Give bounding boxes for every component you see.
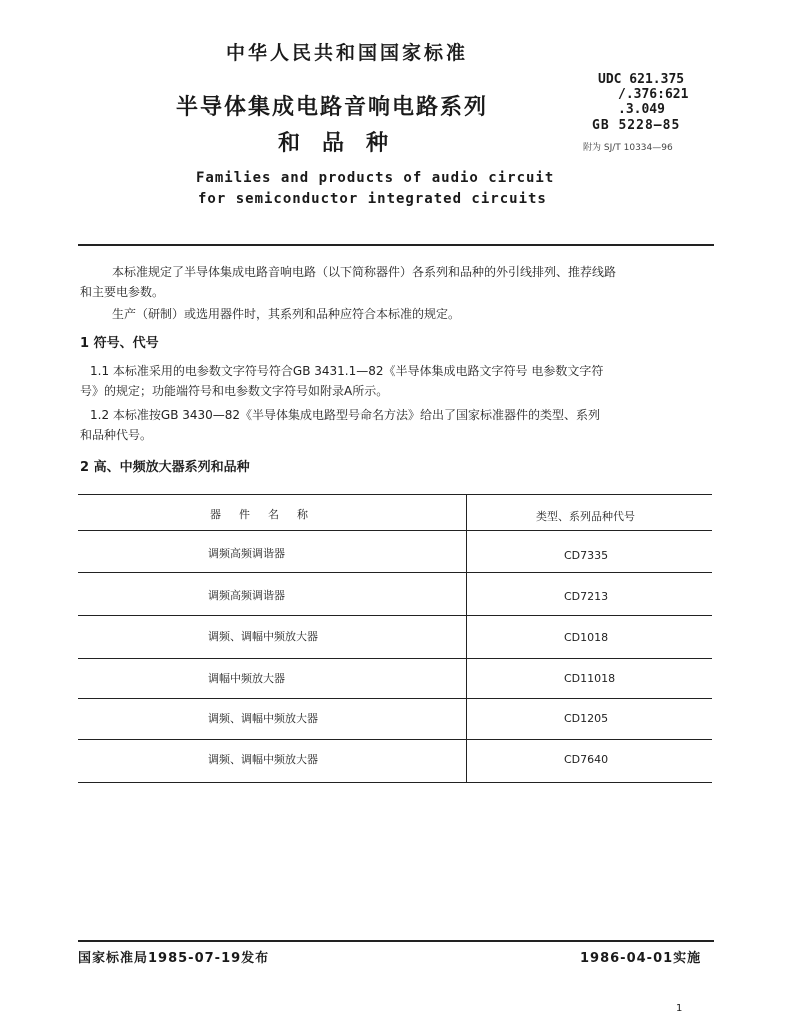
table-cell-name: 调幅中频放大器	[208, 672, 285, 685]
table-cell-name: 调频、调幅中频放大器	[208, 630, 318, 643]
table-header-code: 类型、系列品种代号	[536, 510, 635, 523]
section-heading-2: 2 高、中频放大器系列和品种	[80, 460, 250, 475]
table-rule	[78, 739, 712, 740]
standard-header: 中华人民共和国国家标准	[226, 42, 469, 64]
top-divider	[78, 244, 714, 246]
reference-note: 附为 SJ/T 10334—96	[583, 143, 673, 153]
title-chinese-line2: 和品种	[278, 131, 411, 156]
table-rule	[78, 698, 712, 699]
table-cell-code: CD1205	[564, 712, 609, 725]
intro-paragraph-line: 本标准规定了半导体集成电路音响电路（以下简称器件）各系列和品种的外引线排列、推荐线路	[112, 265, 617, 279]
table-header-name: 器件名称	[210, 508, 326, 521]
section-heading-1: 1 符号、代号	[80, 336, 159, 351]
table-cell-name: 调频高频调谐器	[208, 589, 285, 602]
bottom-divider	[78, 940, 714, 942]
table-cell-code: CD7335	[564, 549, 609, 562]
table-rule	[78, 658, 712, 659]
title-english-line1: Families and products of audio circuit	[196, 170, 555, 186]
table-cell-code: CD1018	[564, 631, 609, 644]
title-chinese-line1: 半导体集成电路音响电路系列	[176, 95, 489, 120]
table-rule	[78, 782, 712, 783]
effective-date: 1986-04-01实施	[580, 951, 702, 966]
table-cell-code: CD11018	[564, 672, 616, 685]
title-english-line2: for semiconductor integrated circuits	[198, 191, 547, 207]
udc-code	[598, 72, 688, 117]
table-cell-name: 调频高频调谐器	[208, 547, 285, 560]
table-rule	[78, 494, 712, 495]
clause-1-1-line: 1.1 本标准采用的电参数文字符号符合GB 3431.1—82《半导体集成电路文字符号 电参数文字符	[90, 364, 604, 378]
clause-1-2-line: 1.2 本标准按GB 3430—82《半导体集成电路型号命名方法》给出了国家标准器件的类型、系列	[90, 408, 601, 422]
table-rule	[78, 572, 712, 573]
table-cell-name: 调频、调幅中频放大器	[208, 712, 318, 725]
intro-paragraph-line: 和主要电参数。	[80, 285, 165, 299]
table-rule	[78, 530, 712, 531]
issue-date: 国家标准局1985-07-19发布	[78, 951, 270, 966]
table-column-divider	[466, 494, 467, 782]
table-cell-code: CD7213	[564, 590, 609, 603]
intro-paragraph-line: 生产（研制）或选用器件时，其系列和品种应符合本标准的规定。	[112, 307, 461, 321]
udc-line: .3.049	[618, 102, 665, 117]
table-rule	[78, 615, 712, 616]
products-table	[78, 494, 712, 784]
udc-line: UDC 621.375	[598, 72, 685, 87]
gb-number: GB 5228—85	[592, 118, 681, 133]
clause-1-1-line: 号》的规定；功能端符号和电参数文字符号如附录A所示。	[80, 384, 389, 398]
page-number: 1	[676, 1003, 683, 1014]
udc-line: /.376:621	[618, 87, 689, 102]
table-cell-name: 调频、调幅中频放大器	[208, 753, 318, 766]
table-cell-code: CD7640	[564, 753, 609, 766]
clause-1-2-line: 和品种代号。	[80, 428, 153, 442]
